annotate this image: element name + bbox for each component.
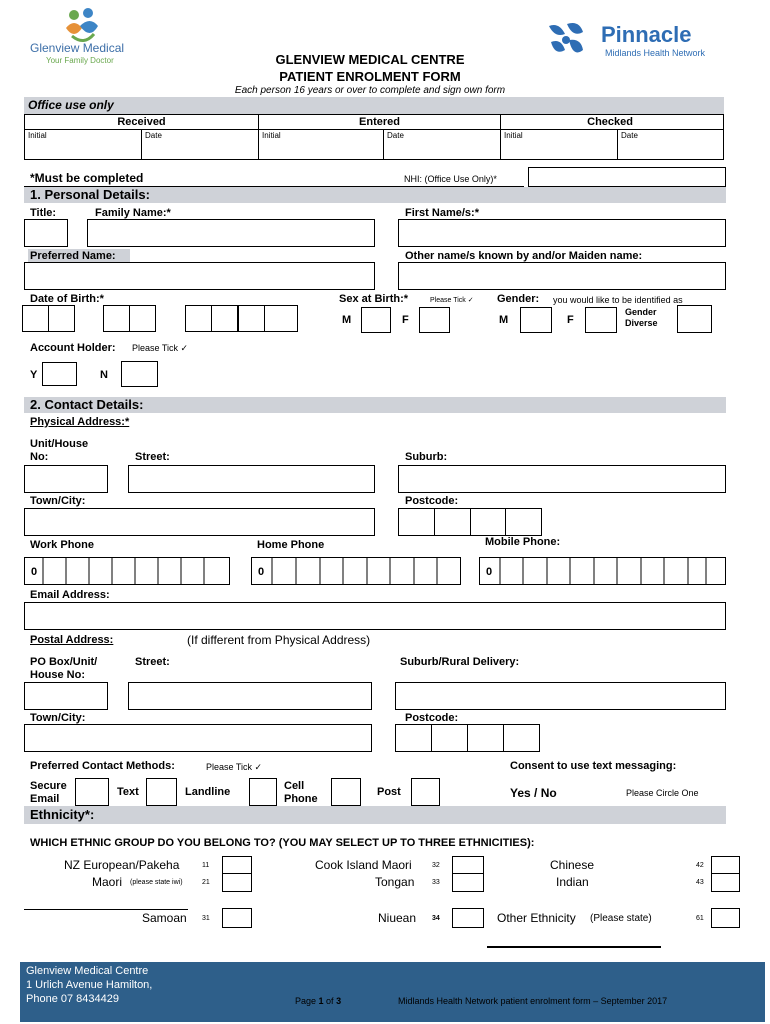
unit-label-2: No: [30,451,49,463]
eth-tongan-checkbox[interactable] [452,873,484,892]
unit-input[interactable] [24,465,108,493]
text-label: Text [117,786,139,798]
form-title-1: GLENVIEW MEDICAL CENTRE [275,52,465,67]
eth-cook-checkbox[interactable] [452,856,484,874]
eth-chinese-label: Chinese [550,858,595,872]
title-label: Title: [30,207,57,219]
footer-page-prefix: Page [295,996,319,1006]
eth-chinese-checkbox[interactable] [711,856,740,874]
account-n-label: N [100,369,108,381]
office-entered: Entered [259,115,501,130]
footer-page-of: of [323,996,337,1006]
secure-email-label-2: Email [30,793,60,805]
phone-digit-dividers [0,557,770,585]
eth-code-61: 61 [696,915,704,922]
eth-code-34: 34 [432,915,440,922]
mobile-phone-label: Mobile Phone: [485,536,561,548]
post-checkbox[interactable] [411,778,440,806]
account-holder-label: Account Holder: [30,342,116,354]
personal-heading: 1. Personal Details: [30,187,150,202]
town2-label: Town/City: [30,712,86,724]
eth-niuean-label: Niuean [378,911,417,925]
postal-address-label: Postal Address: [30,634,114,646]
email-label: Email Address: [30,589,110,601]
street2-label: Street: [135,656,170,668]
gender-f-checkbox[interactable] [585,307,617,333]
footer-phone: Phone 07 8434429 [26,993,119,1005]
footer-address: 1 Urlich Avenue Hamilton, [26,979,153,991]
eth-cook-label: Cook Island Maori [315,858,412,872]
gender-diverse-checkbox[interactable] [677,305,712,333]
other-names-input[interactable] [398,262,726,290]
cell-phone-checkbox[interactable] [331,778,361,806]
eth-maori-label: Maori [92,875,123,889]
post-label: Post [377,786,401,798]
family-name-label: Family Name:* [95,207,171,219]
postcode-digit-2[interactable] [434,508,471,536]
home-phone-zero: 0 [258,566,265,578]
office-received: Received [25,115,259,130]
form-title-2: PATIENT ENROLMENT FORM [279,69,461,84]
account-please-tick: Please Tick ✓ [132,343,189,353]
gender-f-label: F [567,314,574,326]
landline-label: Landline [185,786,231,798]
gender-diverse-label-1: Gender [625,307,657,317]
work-phone-zero: 0 [31,566,38,578]
eth-code-32: 32 [432,862,440,869]
footer [20,962,765,1022]
clinic-logo-tagline: Your Family Doctor [46,56,114,65]
office-received-date[interactable]: Date [142,130,259,160]
eth-nz-european-checkbox[interactable] [222,856,252,874]
eth-other-line[interactable] [487,946,661,948]
gender-m-checkbox[interactable] [520,307,552,333]
dob-month-2[interactable] [129,305,156,332]
dob-year-4[interactable] [264,305,298,332]
secure-email-label-1: Secure [30,780,67,792]
postcode-digit-4[interactable] [505,508,542,536]
footer-form-ref: Midlands Health Network patient enrolment form – September 2017 [398,996,668,1006]
eth-other-note: (Please state) [590,913,652,924]
office-entered-initial[interactable]: Initial [259,130,384,160]
eth-niuean-checkbox[interactable] [452,908,484,928]
town2-input[interactable] [24,724,372,752]
sex-m-checkbox[interactable] [361,307,391,333]
preferred-name-input[interactable] [24,262,375,290]
ethnicity-heading: Ethnicity*: [30,807,95,822]
nhi-label: NHI: (Office Use Only)* [404,174,497,184]
consent-label: Consent to use text messaging: [510,760,677,772]
first-name-input[interactable] [398,219,726,247]
ethnicity-question: WHICH ETHNIC GROUP DO YOU BELONG TO? (YOU MAY SELECT UP TO THREE ETHNICITIES): [30,837,535,849]
dob-year-1[interactable] [185,305,212,332]
dob-year-3[interactable] [238,305,265,332]
dob-year-2[interactable] [211,305,238,332]
pobox-input[interactable] [24,682,108,710]
home-phone-label: Home Phone [257,539,325,551]
street-label: Street: [135,451,170,463]
eth-maori-checkbox[interactable] [222,873,252,892]
dob-day-2[interactable] [48,305,75,332]
office-use-table [24,114,724,160]
postal-address-note: (If different from Physical Address) [187,633,371,647]
sex-m-label: M [342,314,352,326]
eth-code-42: 42 [696,862,704,869]
suburb-input[interactable] [398,465,726,493]
pobox-label-2: House No: [30,669,85,681]
pobox-label-1: PO Box/Unit/ [30,656,98,668]
sex-f-label: F [402,314,409,326]
pref-contact-please-tick: Please Tick ✓ [206,762,263,772]
postcode-digit-1[interactable] [398,508,435,536]
please-circle-one: Please Circle One [626,788,699,798]
office-received-initial[interactable]: Initial [25,130,142,160]
account-n-checkbox[interactable] [121,361,158,387]
pref-contact-label: Preferred Contact Methods: [30,760,175,772]
gender-label: Gender: [497,293,540,305]
suburb-rural-input[interactable] [395,682,726,710]
gender-note: you would like to be identified as [553,295,683,305]
pho-logo-sub: Midlands Health Network [605,48,706,58]
unit-label-1: Unit/House [30,438,89,450]
pho-logo-name: Pinnacle [601,22,692,47]
physical-address-label: Physical Address:* [30,416,130,428]
eth-maori-note: (please state iwi) [130,879,183,886]
postcode-digit-3[interactable] [470,508,506,536]
secure-email-checkbox[interactable] [75,778,109,806]
office-checked-initial[interactable]: Initial [501,130,618,160]
eth-indian-label: Indian [556,875,589,889]
street2-input[interactable] [128,682,372,710]
postcode2-label: Postcode: [405,712,459,724]
town-input[interactable] [24,508,375,536]
contact-heading: 2. Contact Details: [30,397,144,412]
must-completed: *Must be completed [30,171,144,185]
suburb-label: Suburb: [405,451,448,463]
other-names-label: Other name/s known by and/or Maiden name: [405,250,643,262]
eth-samoan-checkbox[interactable] [222,908,252,928]
eth-code-31: 31 [202,915,210,922]
pho-logo-icon [543,20,589,62]
postcode2-digit-4[interactable] [503,724,540,752]
form-subtitle: Each person 16 years or over to complete and sign own form [234,85,506,96]
account-y-label: Y [30,369,38,381]
office-entered-date[interactable]: Date [384,130,501,160]
landline-checkbox[interactable] [249,778,277,806]
eth-iwi-line[interactable] [24,909,188,910]
footer-page [295,996,341,1006]
eth-code-21: 21 [202,879,210,886]
clinic-logo-name: Glenview Medical [30,41,125,55]
office-checked-date[interactable]: Date [618,130,724,160]
work-phone-label: Work Phone [30,539,94,551]
eth-nz-european-label: NZ European/Pakeha [64,858,180,872]
family-name-input[interactable] [87,219,375,247]
gender-diverse-label-2: Diverse [625,318,658,328]
footer-page-num: 1 [318,996,324,1006]
preferred-name-label: Preferred Name: [30,250,116,262]
postcode-label: Postcode: [405,495,459,507]
office-use-heading: Office use only [28,98,114,112]
eth-other-checkbox[interactable] [711,908,740,928]
sex-label: Sex at Birth:* [339,293,409,305]
cell-phone-label-2: Phone [284,793,318,805]
eth-other-label: Other Ethnicity [497,911,576,925]
first-name-label: First Name/s:* [405,207,479,219]
dob-day-1[interactable] [22,305,49,332]
cell-phone-label-1: Cell [284,780,305,792]
eth-tongan-label: Tongan [375,875,415,889]
mobile-phone-zero: 0 [486,566,493,578]
account-y-checkbox[interactable] [42,362,77,386]
eth-code-33: 33 [432,879,440,886]
postcode2-digit-2[interactable] [431,724,468,752]
eth-indian-checkbox[interactable] [711,873,740,892]
eth-code-11: 11 [202,862,210,869]
office-checked: Checked [501,115,724,130]
clinic-logo-icon [28,6,138,44]
postcode2-digit-1[interactable] [395,724,432,752]
dob-month-1[interactable] [103,305,130,332]
postcode2-digit-3[interactable] [467,724,504,752]
eth-samoan-label: Samoan [142,911,187,925]
nhi-input[interactable] [528,167,726,187]
eth-code-43: 43 [696,879,704,886]
sex-f-checkbox[interactable] [419,307,450,333]
pho-logo [543,20,733,64]
email-input[interactable] [24,602,726,630]
town-label: Town/City: [30,495,86,507]
text-checkbox[interactable] [146,778,177,806]
dob-label: Date of Birth:* [30,293,104,305]
suburb-rural-label: Suburb/Rural Delivery: [400,656,520,668]
title-input[interactable] [24,219,68,247]
footer-clinic: Glenview Medical Centre [26,965,149,977]
consent-yes-no[interactable]: Yes / No [510,786,557,800]
footer-page-total: 3 [336,996,342,1006]
gender-m-label: M [499,314,509,326]
sex-please-tick: Please Tick ✓ [430,297,474,304]
street-input[interactable] [128,465,375,493]
